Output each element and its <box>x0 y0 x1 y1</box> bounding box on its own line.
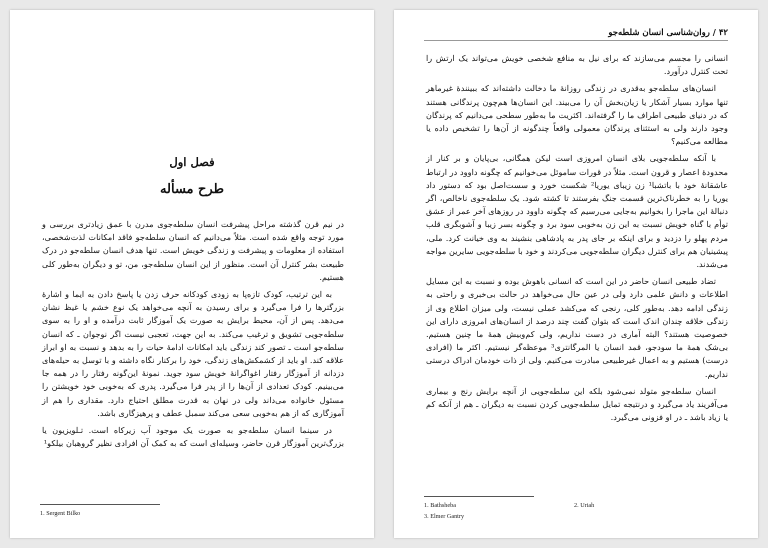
right-page <box>394 10 758 538</box>
paragraph: انسان‌های سلطه‌جو به‌قدری در زندگی روزانهٔ ما دخالت داشته‌اند که ببینندهٔ غیرماهر تنها موارد بسیار آشکار یا زیان‌بخش آن را می‌بیند. این انسان‌ها هم‌چون پرندگانی هستند که در دنیای طبیعی اطراف ما را گرفته‌اند. اکثریت ما به‌طور سطحی می‌دانیم که پرندگان وجود دارند ولی به استثنای پرندگان معمولی واقعاً چندگونه از آن‌ها را تشخیص داده یا مطالعه می‌کنیم؟ <box>426 83 728 147</box>
footnote: 1. Sergent Bilko <box>40 510 81 517</box>
chapter-title: طرح مسأله <box>160 182 224 197</box>
paragraph: با آنکه سلطه‌جویی بلای انسان امروزی است لیکن همگانی، بی‌پایان و بر کنار از محدودهٔ اعصار و قرون است. مثلاً در قورات ساموئل می‌خوانیم که چگونه داوود در ارتباط عاشقانهٔ خود با باتشبا¹ زن زیبای یوریا² شکست خورد و سست‌اصل بود که دستور داد یوریا را به خطرناک‌ترین قسمت جنگ بفرستند تا کشته شود. یک سلطه‌جوی ناخالص، اگر دنبالهٔ این ماجرا را بخوانیم به‌جایی می‌رسیم که چگونه داوود در روزهای آخر عمر از عشق توأم با گناه خویش نسبت به این زن به‌خوبی سود برد و چگونه بسر زیبا و آشوبگری قلب مردم پهلو را دزدید و برای اینکه بر جای پدر به پادشاهی بنشیند به وی خیانت کرد. ملی، پیشینیان هم برای کنترل دیگران سلطه‌جویی می‌کردند و خود با سلطه‌جویی سایرین مواجه می‌شدند. <box>426 153 728 270</box>
running-head: ۴۲ / روان‌شناسی انسان شلطه‌جو <box>424 28 728 41</box>
paragraph: به این ترتیب، کودک تازه‌پا به زودی کودکانه حرف زدن یا پاسخ دادن به ایما و اشارهٔ بزرگترها را فرا می‌گیرد و برای رسیدن به آنچه می‌خواهد یک نوع خشم یا غیظ نشان می‌دهد. پس از آن، محیط برایش به صورت یک آموزگار ثابت درآمده و او را به سوی سلطه‌جویی تشویق و ترغیب می‌کند. به این جهت، تعجبی نیست اگر نوجوان ـ که انسان سلطه‌جو است ـ تصور کند زندگی باید امکانات ادامهٔ حیات را به بدهد و نسبت به او ابراز علاقه کند. او باید از کشمکش‌های زندگی، خود را برکنار نگاه داشته و با توسل به حیله‌های دزدانه از آموزگار رفتار اغواگرانهٔ خویش سود جوید. نمونهٔ این‌گونه رفتار را در همه جا می‌بینیم. کودک تعدادی از آن‌ها را از پدر فرا می‌گیرد. پدری که به‌خوبی خود خویشتن را مسئول خانواده می‌داند ولی در نهان به قدرت مطلق احتیاج دارد. مقداری را هم از آموزگاری که از هم به‌خوبی سعی می‌کند سمبل عطف و پرهیزگاری باشد. <box>42 289 344 418</box>
paragraph: تضاد طبیعی انسان حاضر در این است که انسانی باهوش بوده و نسبت به این مسایل اطلاعات و دانش علمی دارد ولی در عین حال می‌خواهد در حالت بی‌خبری و راحتی به زندگی ادامه دهد. به‌طور کلی، رنجی که می‌کشد عملی نیست، ولی میزان اطلاع وی از زندگی خلاقه چندان اندک است که بتوان گفت چند درصد از انسان‌های امروزی دارای این خصوصیت هستند؟ البته آماری در دست نداریم، ولی کم‌وبیش همهٔ ما چنین هستیم. بی‌شک همهٔ ما سودجو، قمد انسان یا المرگانتری³ موعظه‌گر نیستیم. اکثر ما (افرادی درست) هستیم و به اعمال غیرطبیعی مبادرت می‌کنیم. ولی از ذات خودمان ادراک درستی نداریم. <box>426 276 728 379</box>
footnote: 2. Uriah <box>574 502 595 509</box>
paragraph: انسانی را مجسم می‌سازند که برای نیل به منافع شخصی خویش می‌تواند یک ارتش را تحت کنترل درآورد. <box>426 53 728 77</box>
paragraph: انسان سلطه‌جو متولد نمی‌شود بلکه این سلطه‌جویی از آنچه برایش رنج و بیماری می‌آفریند یاد می‌گیرد و درنتیجه تمایل سلطه‌جویی کردن نسبت به دیگران ـ هم از آنکه کم یا زیاد باشد ـ در او فزونی می‌گیرد. <box>426 385 728 423</box>
footnote-separator <box>424 496 534 497</box>
left-page-body <box>42 218 344 454</box>
footnote: 1. Bathsheba <box>424 502 456 509</box>
chapter-number: فصل اول <box>169 155 215 169</box>
right-page-body <box>426 52 728 428</box>
paragraph: در سینما انسان سلطه‌جو به صورت یک موجود آب زیرکاه است. تـلویزیون یا بزرگ‌ترین آموزگار قرن حاضر، وسیله‌ای است که به کمک آن افرادی نظیر گروهبان بیلکو¹ <box>42 425 344 449</box>
left-page <box>10 10 374 538</box>
footnotes <box>40 510 240 522</box>
footnotes <box>424 502 724 526</box>
footnote-separator <box>40 504 160 505</box>
paragraph: در نیم قرن گذشته مراحل پیشرفت انسان سلطه‌جوی مدرن با عمق زیادتری بررسی و مورد توجه واقع شده است. مثلاً می‌دانیم که انسان سلطه‌جو فاقد امکانات لذت‌شخصی، استفاده از معلومات و پیشرفت و زندگی خویش است. تنها هدف انسان سلطه‌جو در درک طبیعت بشر کنترل آن است. منظور از این انسان سلطه‌جو، من، تو و دیگران به‌طور کلی هستیم. <box>42 219 344 282</box>
footnote: 3. Elmer Gantry <box>424 513 465 520</box>
